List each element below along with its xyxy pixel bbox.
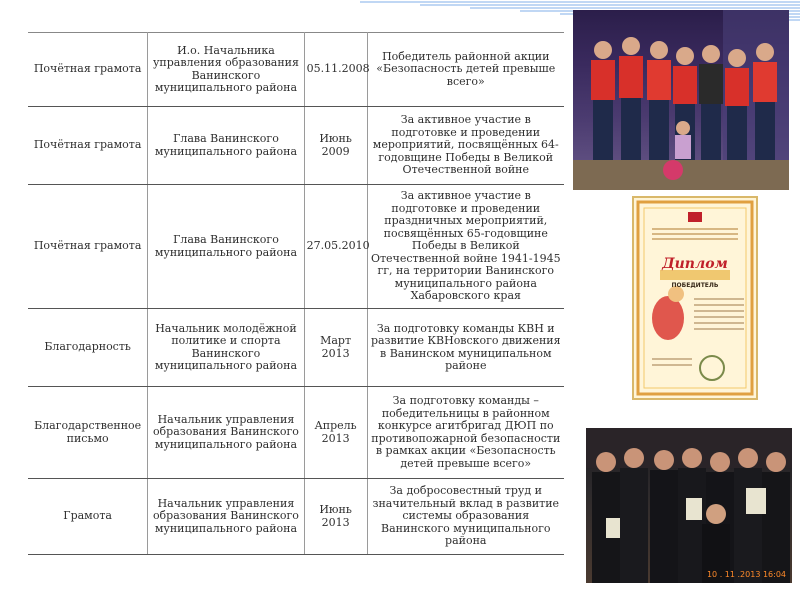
award-reason: Победитель районной акции «Безопасность детей превыше всего» [367, 33, 564, 107]
award-type: Почётная грамота [28, 33, 148, 107]
table-row [28, 185, 564, 309]
award-date: Июнь 2009 [304, 107, 367, 185]
award-issuer: Начальник управления образования Ванинского муниципального района [148, 479, 304, 555]
diploma-ornament [634, 198, 756, 398]
award-issuer: Глава Ванинского муниципального района [148, 185, 304, 309]
award-date: Март 2013 [304, 309, 367, 387]
award-reason: За активное участие в подготовке и проведении мероприятий, посвящённых 64- годовщине Победы в Великой Отечественной войне [367, 107, 564, 185]
award-issuer: Глава Ванинского муниципального района [148, 107, 304, 185]
diploma-winner-label: ПОБЕДИТЕЛЬ [671, 282, 719, 289]
award-issuer: Начальник молодёжной политике и спорта Ванинского муниципального района [148, 309, 304, 387]
group-photo-award-ceremony [586, 428, 792, 583]
award-reason: За подготовку команды КВН и развитие КВНовского движения в Ванинском муниципальном районе [367, 309, 564, 387]
award-type: Грамота [28, 479, 148, 555]
award-issuer: И.о. Начальника управления образования Ванинского муниципального района [148, 33, 304, 107]
table-row [28, 107, 564, 185]
award-date: 27.05.2010 [304, 185, 367, 309]
award-date: Июнь 2013 [304, 479, 367, 555]
award-type: Почётная грамота [28, 185, 148, 309]
table-row [28, 479, 564, 555]
award-date: Апрель 2013 [304, 387, 367, 479]
table-row [28, 33, 564, 107]
award-reason: За добросовестный труд и значительный вклад в развитие системы образования Ванинского муниципального района [367, 479, 564, 555]
diploma-photo [632, 196, 758, 400]
award-reason: За активное участие в подготовке и проведении праздничных мероприятий, посвящённых 65-годовщине Победы в Великой Отечественной войне 1941-1945 гг, на территории Ванинского муниципального района Хабаровского края [367, 185, 564, 309]
awards-table [28, 32, 564, 555]
award-type: Благодарность [28, 309, 148, 387]
photo-date-stamp: 10 . 11 .2013 16:04 [706, 570, 786, 579]
group-photo-red-shirts-drawing [573, 10, 789, 190]
award-type: Почётная грамота [28, 107, 148, 185]
table-row [28, 387, 564, 479]
diploma-title: Диплом [662, 256, 728, 272]
award-issuer: Начальник управления образования Ванинского муниципального района [148, 387, 304, 479]
group-photo-award-ceremony-drawing [586, 428, 792, 583]
group-photo-red-shirts [573, 10, 789, 190]
table-row [28, 309, 564, 387]
award-date: 05.11.2008 [304, 33, 367, 107]
award-reason: За подготовку команды – победительницы в районном конкурсе агитбригад ДЮП по противопожарной безопасности в рамках акции «Безопасность детей превыше всего» [367, 387, 564, 479]
award-type: Благодарственное письмо [28, 387, 148, 479]
